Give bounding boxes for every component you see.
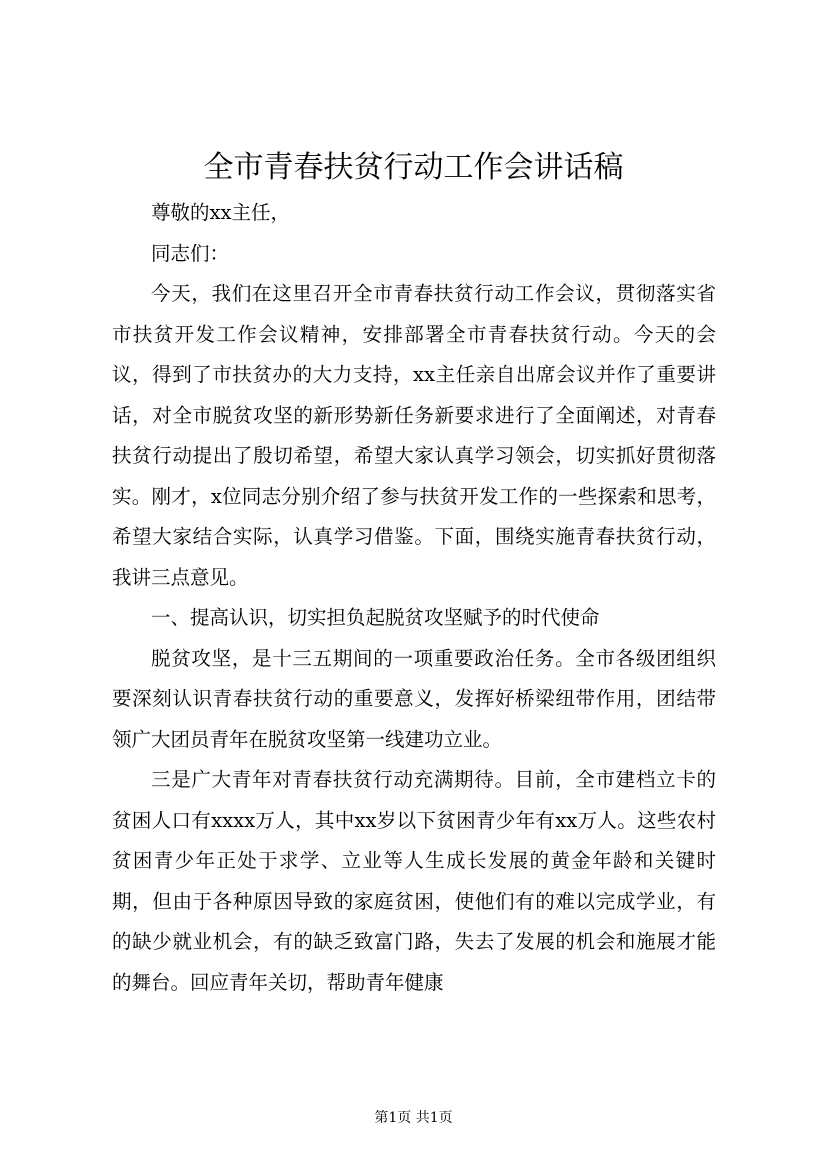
page-footer: 第1页 共1页 bbox=[374, 1110, 453, 1126]
paragraph-point-3: 三是广大青年对青春扶贫行动充满期待。目前，全市建档立卡的贫困人口有xxxx万人，其中xx岁以下贫困青少年有xx万人。这些农村贫困青少年正处于求学、立业等人生成长发展的黄金年龄和关键时期，但由于各种原因导致的家庭贫困，使他们有的难以完成学业，有的缺少就业机会，有的缺乏致富门路，失去了发展的机会和施展才能的舞台。回应青年关切，帮助青年健康 bbox=[112, 768, 716, 994]
paragraph-section-1: 脱贫攻坚，是十三五期间的一项重要政治任务。全市各级团组织要深刻认识青春扶贫行动的重要意义，发挥好桥梁纽带作用，团结带领广大团员青年在脱贫攻坚第一线建功立业。 bbox=[112, 646, 716, 751]
document-title: 全市青春扶贫行动工作会讲话稿 bbox=[203, 150, 624, 185]
salutation: 尊敬的xx主任， bbox=[151, 201, 290, 224]
document-body bbox=[112, 193, 716, 1003]
paragraph-opening: 今天，我们在这里召开全市青春扶贫行动工作会议，贯彻落实省市扶贫开发工作会议精神，安排部署全市青春扶贫行动。今天的会议，得到了市扶贫办的大力支持，xx主任亲自出席会议并作了重要讲话，对全市脱贫攻坚的新形势新任务新要求进行了全面阐述，对青春扶贫行动提出了殷切希望，希望大家认真学习领会，切实抓好贯彻落实。刚才，x位同志分别介绍了参与扶贫开发工作的一些探索和思考，希望大家结合实际，认真学习借鉴。下面，围绕实施青春扶贫行动，我讲三点意见。 bbox=[112, 282, 716, 589]
section-heading-1: 一、提高认识，切实担负起脱贫攻坚赋予的时代使命 bbox=[151, 606, 600, 629]
greeting: 同志们： bbox=[151, 241, 230, 265]
